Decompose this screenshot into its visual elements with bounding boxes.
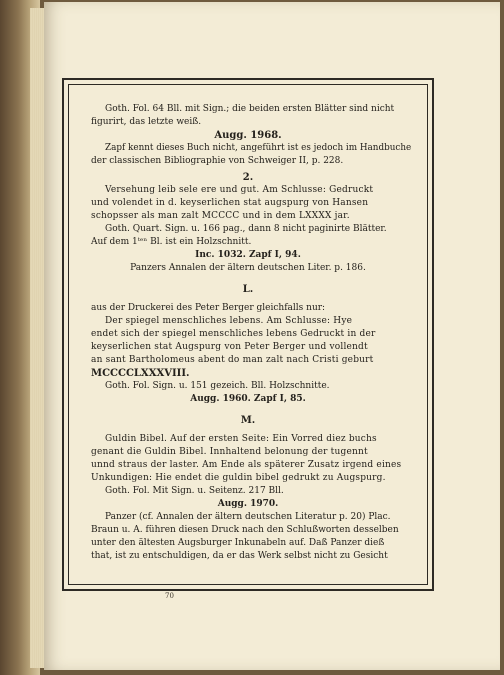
section-l-intro: aus der Druckerei des Peter Berger gleichfalls nur: bbox=[91, 303, 326, 313]
entry-2-title-line-2: und volendet in d. keyserlichen stat augspurg von Hansen bbox=[91, 198, 369, 208]
entry-2-note: Panzers Annalen der ältern deutschen Liter. p. 186. bbox=[130, 263, 366, 273]
section-l-ref: Augg. 1960. Zapf I, 85. bbox=[190, 394, 306, 404]
section-l-heading: L. bbox=[242, 284, 254, 295]
entry-2-desc-line-1: Goth. Quart. Sign. u. 166 pag., dann 8 nicht paginirte Blätter. bbox=[105, 224, 387, 234]
section-m-title-line-1: Guldin Bibel. Auf der ersten Seite: Ein Vorred diez buchs bbox=[105, 434, 377, 444]
section-l-title-line-5: MCCCCLXXXVIII. bbox=[91, 368, 190, 379]
section-l-title-line-2: endet sich der spiegel menschliches lebens Gedruckt in der bbox=[91, 329, 376, 339]
entry-1-desc-line-2: figurirt, das letzte weiß. bbox=[91, 117, 202, 127]
section-m bbox=[81, 433, 415, 563]
entry-1-note-line-1: Zapf kennt dieses Buch nicht, angeführt ist es jedoch im Handbuche bbox=[105, 143, 412, 153]
section-m-title-line-4: Unkundigen: Hie endet die guldin bibel gedrukt zu Augspurg. bbox=[91, 473, 386, 483]
section-m-title-line-2: genant die Guldin Bibel. Innhaltend belonung der tugennt bbox=[91, 447, 368, 457]
section-l-title-line-4: an sant Bartholomeus abent do man zalt nach Cristi geburt bbox=[91, 355, 374, 365]
section-m-note-line-1: Panzer (cf. Annalen der ältern deutschen Literatur p. 20) Plac. bbox=[105, 512, 391, 522]
text-frame-inner bbox=[68, 84, 428, 585]
text-frame bbox=[62, 78, 434, 591]
section-m-note-line-2: Braun u. A. führen diesen Druck nach den Schlußworten desselben bbox=[91, 525, 399, 535]
section-m-heading: M. bbox=[240, 415, 256, 426]
section-m-note-line-4: that, ist zu entschuldigen, da er das Werk selbst nicht zu Gesicht bbox=[91, 551, 388, 561]
entry-1-note-line-2: der classischen Bibliographie von Schweiger II, p. 228. bbox=[91, 156, 344, 166]
entry-2-desc-line-2: Auf dem 1ᵗᵉⁿ Bl. ist ein Holzschnitt. bbox=[91, 237, 252, 247]
entry-2-title-line-1: Versehung leib sele ere und gut. Am Schlusse: Gedruckt bbox=[105, 185, 374, 195]
section-m-note-line-3: unter den ältesten Augsburger Inkunabeln auf. Daß Panzer dieß bbox=[91, 538, 385, 548]
entry-2-number: 2. bbox=[242, 172, 254, 183]
section-l-title-line-1: Der spiegel menschliches lebens. Am Schlusse: Hye bbox=[105, 316, 353, 326]
entry-2-ref: Inc. 1032. Zapf I, 94. bbox=[195, 250, 301, 260]
page-number: 70 bbox=[165, 592, 174, 600]
section-m-ref: Augg. 1970. bbox=[217, 499, 279, 509]
section-l-title-line-3: keyserlichen stat Augspurg von Peter Berger und vollendt bbox=[91, 342, 368, 352]
section-m-desc: Goth. Fol. Mit Sign. u. Seitenz. 217 Bll. bbox=[105, 486, 284, 496]
section-l bbox=[81, 302, 415, 406]
section-m-title-line-3: unnd straus der laster. Am Ende als späterer Zusatz irgend eines bbox=[91, 460, 402, 470]
entry-1-desc-line-1: Goth. Fol. 64 Bll. mit Sign.; die beiden ersten Blätter sind nicht bbox=[105, 104, 395, 114]
entry-2 bbox=[81, 171, 415, 275]
section-l-desc: Goth. Fol. Sign. u. 151 gezeich. Bll. Holzschnitte. bbox=[105, 381, 330, 391]
entry-1 bbox=[81, 103, 415, 168]
entry-2-title-line-3: schopsser als man zalt MCCCC und in dem LXXXX jar. bbox=[91, 211, 350, 221]
entry-1-ref: Augg. 1968. bbox=[214, 130, 282, 141]
